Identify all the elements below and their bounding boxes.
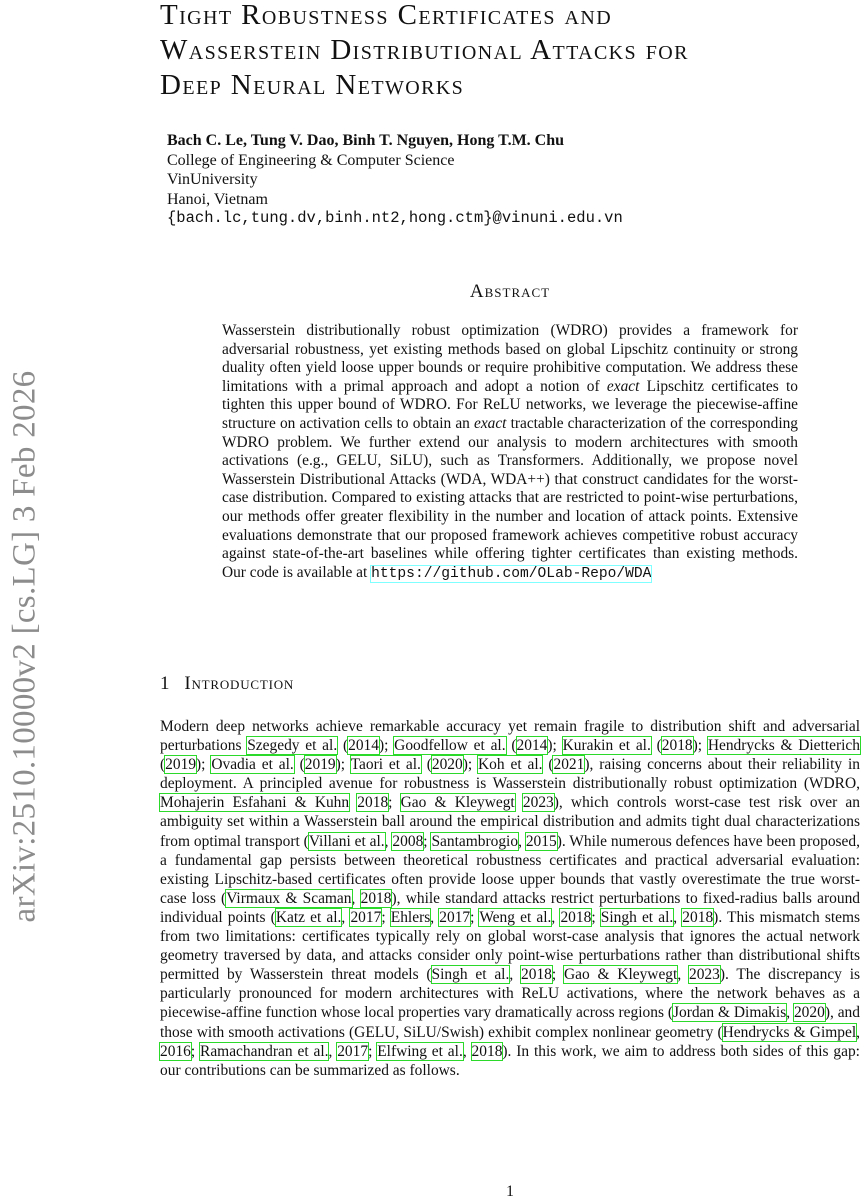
text-run: , [384, 832, 393, 850]
text-run: Wasserstein distributionally robust optimization (WDRO) provides a framework for adversarial robustness, yet existing methods based on global Lipschitz continuity or strong duality often yield loose upper bounds or require prohibitive computation. We address these limitations with a primal approach and adopt a notion of [222, 322, 798, 395]
section-heading-introduction [160, 673, 294, 695]
introduction-body [160, 717, 860, 1080]
text-run: Modern deep networks achieve remarkable accuracy yet remain fragile to distribution shift and adversarial perturbations [160, 718, 860, 755]
citation-link[interactable]: Gao & Kleywegt [563, 966, 678, 984]
text-run: ; [368, 1042, 378, 1060]
text-run: ( [337, 737, 349, 755]
citation-link[interactable]: Mohajerin Esfahani & Kuhn [160, 794, 350, 812]
text-run: ; [591, 908, 601, 926]
text-run: ). While numerous defences have been proposed, a fundamental gap persists between theoretical robustness certificates and practical adversarial evaluation: existing Lipschitz-based certificates often provide loose upper bounds that vastly overestimate the true worst-case loss ( [160, 832, 860, 907]
citation-link[interactable]: 2018 [682, 908, 714, 926]
citation-link[interactable]: 2020 [793, 1004, 825, 1022]
author-emails: {bach.lc,tung.dv,binh.nt2,hong.ctm}@vinuni.edu.vn [167, 209, 623, 227]
citation-link[interactable]: Kurakin et al. [562, 737, 651, 755]
citation-link[interactable]: Villani et al. [308, 832, 385, 850]
citation-link[interactable]: 2018 [661, 737, 693, 755]
citation-link[interactable]: Santambrogio [431, 832, 519, 850]
author-block [167, 131, 623, 229]
text-run: ), which controls worst-case test risk over an ambiguity set within a Wasserstein ball around the empirical distribution and admits tight dual characterizations from optimal transport ( [160, 794, 860, 850]
citation-link[interactable]: 2017 [350, 908, 382, 926]
citation-link[interactable]: Taori et al. [350, 756, 421, 774]
text-run [515, 794, 523, 811]
text-run: , [856, 1023, 860, 1041]
text-run: ( [650, 737, 662, 755]
citation-link[interactable]: Hendrycks & Dietterich [707, 737, 860, 755]
page-number: 1 [506, 1183, 514, 1200]
abstract-body [222, 322, 798, 583]
text-run: , [462, 1042, 472, 1060]
citation-link[interactable]: 2018 [357, 794, 389, 812]
text-run: ); [378, 737, 395, 755]
text-run: ( [505, 737, 517, 755]
emphasis: exact [606, 377, 640, 395]
citation-link[interactable]: 2014 [348, 737, 379, 755]
text-run: ( [160, 756, 166, 774]
citation-link[interactable]: 2023 [522, 794, 554, 812]
citation-link[interactable]: 2017 [337, 1042, 369, 1060]
citation-link[interactable]: 2023 [688, 966, 720, 984]
text-run: ; [388, 794, 401, 812]
citation-link[interactable]: Gao & Kleywegt [400, 794, 515, 812]
affiliation: College of Engineering & Computer Science [167, 151, 455, 169]
citation-link[interactable]: Katz et al. [275, 908, 342, 926]
text-run: , [328, 1042, 338, 1060]
text-run: ( [420, 756, 432, 774]
text-run: ), raising concerns about their reliability in deployment. A principled avenue for robustness is Wasserstein distributionally robust optimization (WDRO, [160, 756, 860, 793]
citation-link[interactable]: 2019 [165, 756, 197, 774]
text-run: ); [335, 756, 351, 774]
citation-link[interactable]: Elfwing et al. [377, 1042, 463, 1060]
citation-link[interactable]: 2008 [392, 832, 424, 850]
citation-link[interactable]: 2014 [516, 737, 548, 755]
text-run: tractable characterization of the corresponding WDRO problem. We further extend our analysis to modern architectures with smooth activations (e.g., GELU, SiLU), such as Transformers. Additionally, we propose novel Wasserstein Distributional Attacks (WDA, WDA++) that construct candidates for the worst-case distribution. Compared to existing attacks that are restricted to point-wise perturbations, our methods offer greater flexibility in the number and location of attack points. Extensive evaluations demonstrate that our proposed framework achieves competitive robust accuracy against state-of-the-art baselines while offering tighter certificates than existing methods. Our code is available at [222, 414, 798, 581]
title-line: Wasserstein Distributional Attacks for [160, 34, 689, 66]
text-run: ; [190, 1042, 201, 1060]
text-run: ( [293, 756, 305, 774]
text-run: , [677, 966, 689, 984]
text-run: ); [196, 756, 212, 774]
title-line: Deep Neural Networks [160, 69, 465, 101]
text-run: ; [423, 832, 432, 850]
text-run: , [341, 908, 351, 926]
text-run: , [551, 908, 561, 926]
text-run: , [786, 1004, 794, 1022]
text-run: , [430, 908, 440, 926]
paper-title [160, 0, 689, 103]
citation-link[interactable]: Weng et al. [479, 908, 552, 926]
author-names: Bach C. Le, Tung V. Dao, Binh T. Nguyen, Hong T.M. Chu [167, 132, 565, 149]
citation-link[interactable]: 2020 [431, 756, 463, 774]
text-run: , [518, 832, 526, 850]
text-run: ); [547, 737, 563, 755]
citation-link[interactable]: 2016 [160, 1042, 191, 1060]
text-run: , [673, 908, 683, 926]
citation-link[interactable]: Koh et al. [478, 756, 543, 774]
institution: VinUniversity [167, 171, 258, 188]
citation-link[interactable]: 2019 [304, 756, 336, 774]
text-run: ); [462, 756, 479, 774]
text-run: ); [692, 737, 708, 755]
citation-link[interactable]: 2018 [471, 1042, 503, 1060]
text-run: ). In this work, we aim to address both sides of this gap: our contributions can be summarized as follows. [160, 1042, 860, 1079]
citation-link[interactable]: Singh et al. [431, 966, 510, 984]
citation-link[interactable]: 2018 [560, 908, 592, 926]
emphasis: exact [473, 414, 507, 432]
text-run: ; [381, 908, 391, 926]
text-run: ), while standard attacks restrict perturbations to fixed-radius balls around individual points ( [160, 889, 861, 926]
arxiv-stamp: arXiv:2510.10000v2 [cs.LG] 3 Feb 2026 [6, 370, 43, 923]
citation-link[interactable]: Ramachandran et al. [200, 1042, 329, 1060]
citation-link[interactable]: Goodfellow et al. [394, 737, 506, 755]
citation-link[interactable]: Jordan & Dimakis [672, 1004, 787, 1022]
citation-link[interactable]: Szegedy et al. [247, 737, 338, 755]
section-title: Introduction [184, 673, 295, 694]
section-number: 1 [160, 673, 171, 694]
citation-link[interactable]: Ehlers [390, 908, 431, 926]
citation-link[interactable]: Singh et al. [600, 908, 674, 926]
citation-link[interactable]: 2021 [553, 756, 585, 774]
citation-link[interactable]: 2018 [360, 889, 392, 907]
code-url-link[interactable]: https://github.com/OLab-Repo/WDA [371, 565, 652, 582]
text-run: , [351, 889, 361, 907]
text-run: ; [551, 966, 564, 984]
citation-link[interactable]: Hendrycks & Gimpel [722, 1023, 857, 1041]
title-line: Tight Robustness Certificates and [160, 0, 613, 31]
text-run: ), and those with smooth activations (GELU, SiLU/Swish) exhibit complex nonlinear geometry ( [160, 1004, 860, 1041]
location: Hanoi, Vietnam [167, 190, 268, 208]
citation-link[interactable]: 2017 [439, 908, 471, 926]
citation-link[interactable]: Virmaux & Scaman [226, 889, 352, 907]
text-run: , [509, 966, 521, 984]
text-run: Lipschitz certificates to tighten this upper bound of WDRO. For ReLU networks, we leverage the piecewise-affine structure on activation cells to obtain an [222, 377, 798, 432]
abstract-heading: Abstract [469, 281, 551, 302]
citation-link[interactable]: Ovadia et al. [211, 756, 294, 774]
text-run: ). This mismatch stems from two limitations: certificates typically rely on global worst-case analysis that ignores the actual network geometry traversed by data, and attacks consider only point-wise perturbations rather than distributional shifts permitted by Wasserstein threat models ( [160, 908, 861, 984]
citation-link[interactable]: 2015 [525, 832, 557, 850]
text-run: ). The discrepancy is particularly pronounced for modern architectures with ReLU activations, where the network behaves as a piecewise-affine function whose local properties vary dramatically across regions ( [160, 966, 860, 1022]
citation-link[interactable]: 2018 [521, 966, 552, 984]
text-run: ; [470, 908, 480, 926]
text-run: ( [542, 756, 554, 774]
